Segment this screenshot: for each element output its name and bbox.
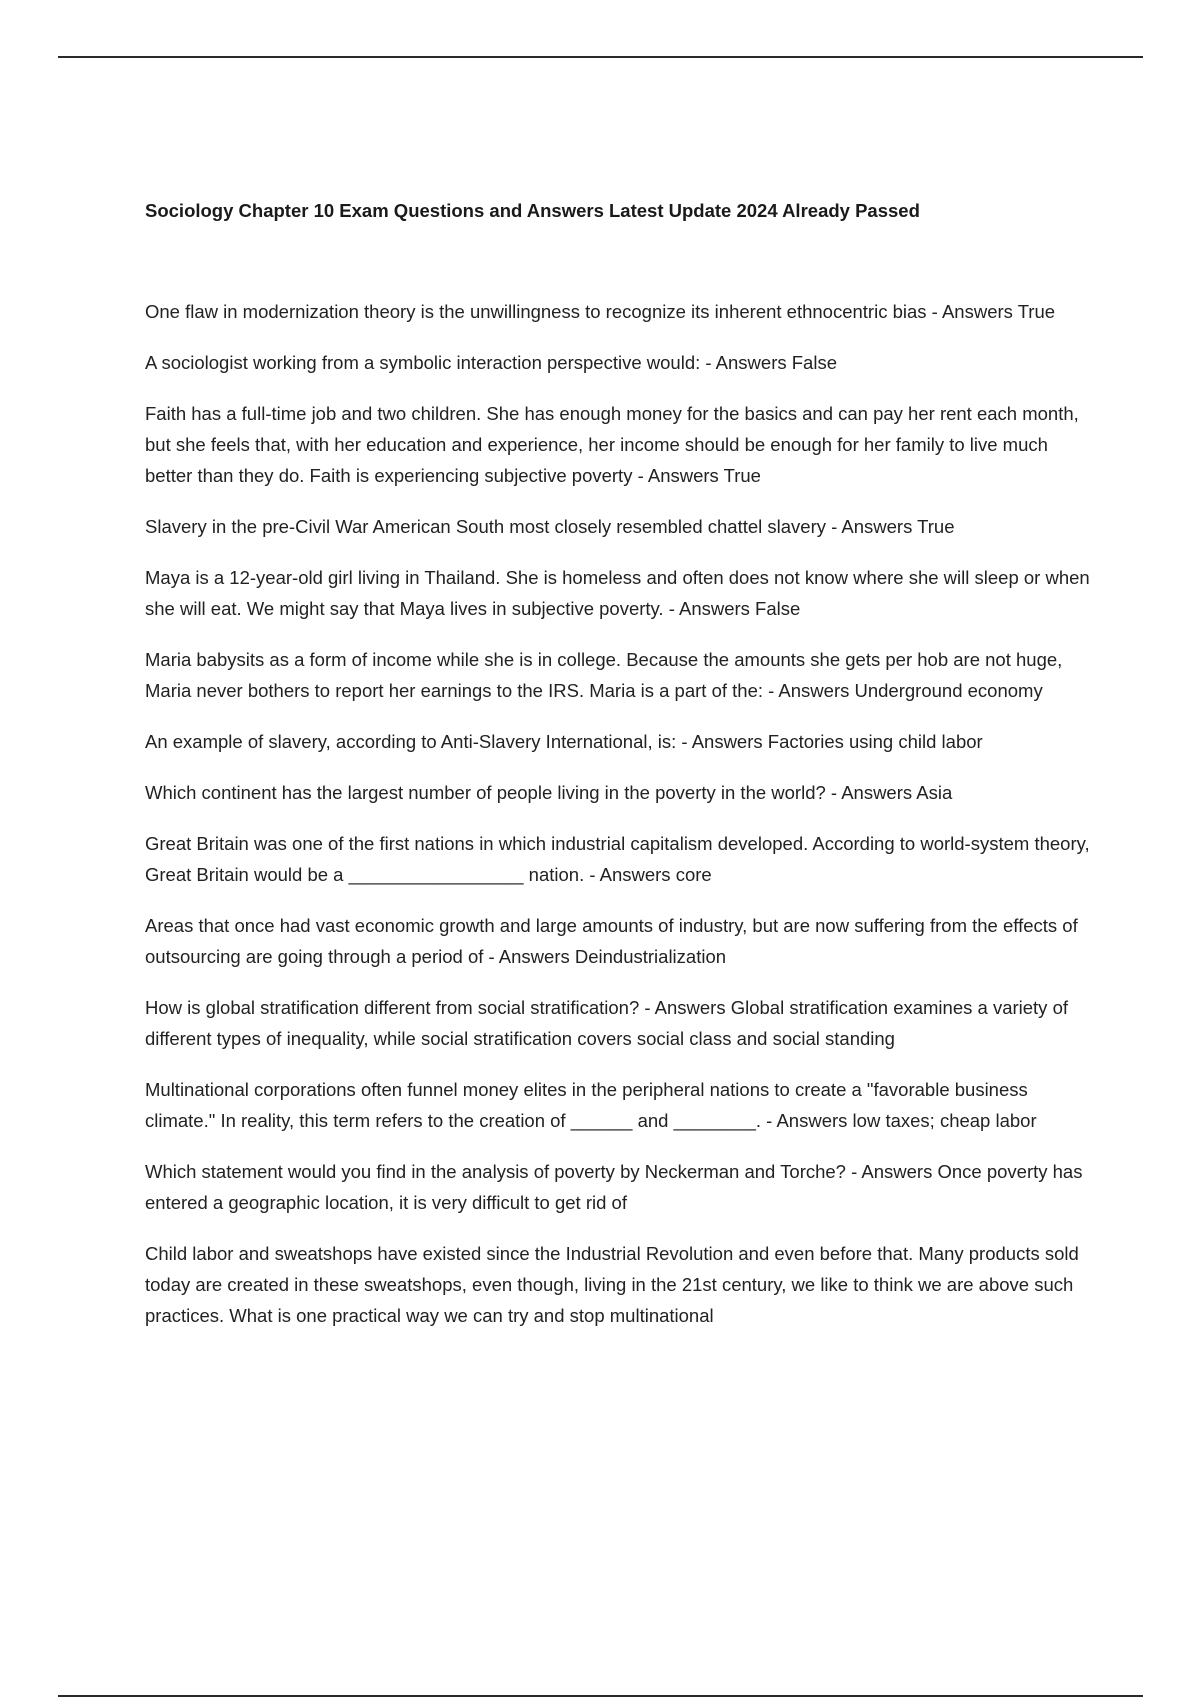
qa-item-1: One flaw in modernization theory is the unwillingness to recognize its inherent ethnocentric bias - Answers True xyxy=(145,301,1056,322)
top-rule xyxy=(58,56,1143,58)
qa-item-6: Maria babysits as a form of income while she is in college. Because the amounts she gets per hob are not huge, Maria never bothers to report her earnings to the IRS. Maria is a part of the: - Answers Underground economy xyxy=(145,649,1063,701)
qa-item-13: Which statement would you find in the analysis of poverty by Neckerman and Torche? - Answers Once poverty has entered a geographic location, it is very difficult to get rid of xyxy=(145,1161,1083,1213)
qa-item-9: Great Britain was one of the first nations in which industrial capitalism developed. According to world-system theory, Great Britain would be a _________________ nation. - Answers core xyxy=(145,833,1090,885)
qa-item-5: Maya is a 12-year-old girl living in Thailand. She is homeless and often does not know where she will sleep or when she will eat. We might say that Maya lives in subjective poverty. - Answers False xyxy=(145,567,1090,619)
document-title: Sociology Chapter 10 Exam Questions and Answers Latest Update 2024 Already Passed xyxy=(145,200,920,221)
qa-item-8: Which continent has the largest number of people living in the poverty in the world? - Answers Asia xyxy=(145,782,953,803)
question-answer-list xyxy=(145,296,1090,1351)
qa-item-3: Faith has a full-time job and two children. She has enough money for the basics and can pay her rent each month, but she feels that, with her education and experience, her income should be enough for her family to live much better than they do. Faith is experiencing subjective poverty - Answers True xyxy=(145,403,1079,486)
qa-item-7: An example of slavery, according to Anti-Slavery International, is: - Answers Factories using child labor xyxy=(145,731,983,752)
qa-item-10: Areas that once had vast economic growth and large amounts of industry, but are now suffering from the effects of outsourcing are going through a period of - Answers Deindustrialization xyxy=(145,915,1078,967)
bottom-rule xyxy=(58,1695,1143,1697)
qa-item-4: Slavery in the pre-Civil War American South most closely resembled chattel slavery - Answers True xyxy=(145,516,955,537)
qa-item-2: A sociologist working from a symbolic interaction perspective would: - Answers False xyxy=(145,352,837,373)
qa-item-12: Multinational corporations often funnel money elites in the peripheral nations to create a "favorable business climate." In reality, this term refers to the creation of ______ and ________. - Answers low taxes; cheap labor xyxy=(145,1079,1037,1131)
qa-item-14: Child labor and sweatshops have existed since the Industrial Revolution and even before that. Many products sold today are created in these sweatshops, even though, living in the 21st century, we like to think we are above such practices. What is one practical way we can try and stop multinational xyxy=(145,1243,1079,1326)
qa-item-11: How is global stratification different from social stratification? - Answers Global stratification examines a variety of different types of inequality, while social stratification covers social class and social standing xyxy=(145,997,1068,1049)
